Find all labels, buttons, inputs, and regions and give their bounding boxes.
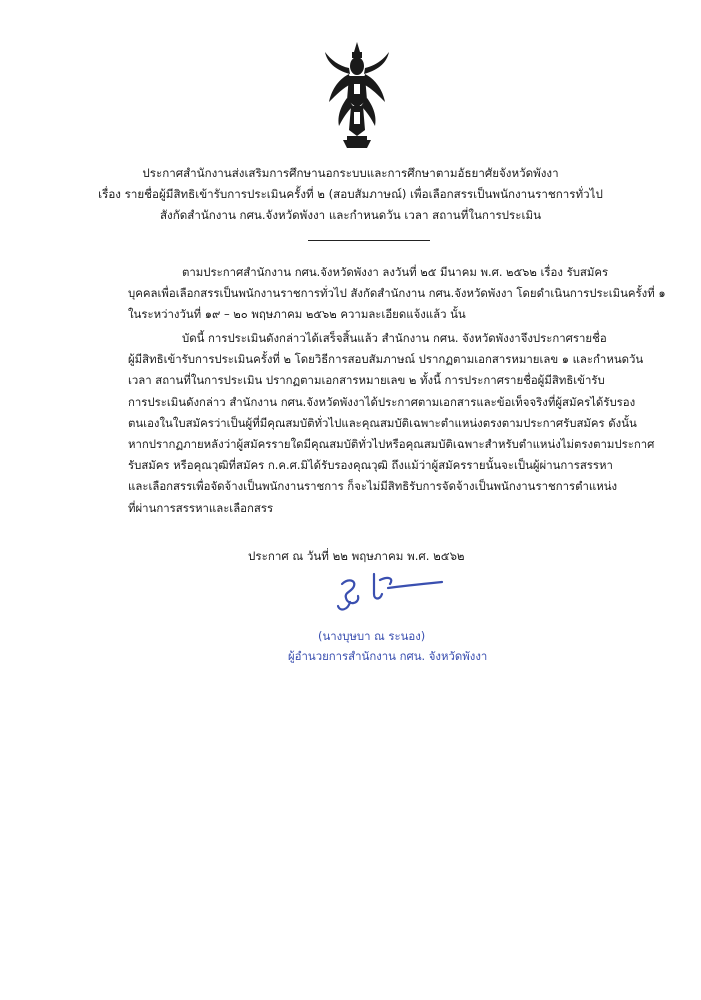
announcement-date: ประกาศ ณ วันที่ ๒๒ พฤษภาคม พ.ศ. ๒๕๖๒ <box>248 549 465 563</box>
heading-line-2: เรื่อง รายชื่อผู้มีสิทธิเข้ารับการประเมินครั้งที่ ๒ (สอบสัมภาษณ์) เพื่อเลือกสรรเป็นพนักงานราชการทั่วไป <box>98 187 603 201</box>
paragraph-2-line-4: การประเมินดังกล่าว สำนักงาน กศน.จังหวัดพังงาได้ประกาศตามเอกสารและข้อเท็จจริงที่ผู้สมัครได้รับรอง <box>128 394 636 409</box>
heading-line-3: สังกัดสำนักงาน กศน.จังหวัดพังงา และกำหนดวัน เวลา สถานที่ในการประเมิน <box>159 208 542 222</box>
heading-divider <box>308 240 430 241</box>
paragraph-2-line-7: รับสมัคร หรือคุณวุฒิที่สมัคร ก.ค.ศ.มิได้รับรองคุณวุฒิ ถึงแม้ว่าผู้สมัครรายนั้นจะเป็นผู้ผ่านการสรรหา <box>128 458 613 473</box>
heading-line-1: ประกาศสำนักงานส่งเสริมการศึกษานอกระบบและการศึกษาตามอัธยาศัยจังหวัดพังงา <box>142 166 559 180</box>
document-heading <box>60 163 641 226</box>
paragraph-2 <box>128 328 655 519</box>
paragraph-2-line-6: หากปรากฏภายหลังว่าผู้สมัครรายใดมีคุณสมบัติทั่วไปหรือคุณสมบัติเฉพาะสำหรับตำแหน่งไม่ตรงตามประกาศ <box>128 437 655 452</box>
handwritten-signature <box>330 566 450 616</box>
paragraph-2-line-5: ตนเองในใบสมัครว่าเป็นผู้ที่มีคุณสมบัติทั่วไปและคุณสมบัติเฉพาะตำแหน่งตรงตามประกาศรับสมัคร ดังนั้น <box>128 415 637 430</box>
signer-title: ผู้อำนวยการสำนักงาน กศน. จังหวัดพังงา <box>288 649 488 663</box>
garuda-emblem-icon <box>325 40 389 150</box>
paragraph-2-line-3: เวลา สถานที่ในการประเมิน ปรากฏตามเอกสารหมายเลข ๒ ทั้งนี้ การประกาศรายชื่อผู้มีสิทธิเข้ารับ <box>128 373 605 388</box>
paragraph-1 <box>128 262 666 326</box>
paragraph-2-line-2: ผู้มีสิทธิเข้ารับการประเมินครั้งที่ ๒ โดยวิธีการสอบสัมภาษณ์ ปรากฏตามเอกสารหมายเลข ๑ และกำหนดวัน <box>128 352 644 367</box>
paragraph-1-line-2: บุคคลเพื่อเลือกสรรเป็นพนักงานราชการทั่วไป สังกัดสำนักงาน กศน.จังหวัดพังงา โดยดำเนินการประเมินครั้งที่ ๑ <box>128 286 666 301</box>
signer-name: (นางบุษบา ณ ระนอง) <box>318 629 426 643</box>
paragraph-1-line-3: ในระหว่างวันที่ ๑๙ – ๒๐ พฤษภาคม ๒๕๖๒ ความละเอียดแจ้งแล้ว นั้น <box>128 307 466 322</box>
paragraph-2-line-1: บัดนี้ การประเมินดังกล่าวได้เสร็จสิ้นแล้ว สำนักงาน กศน. จังหวัดพังงาจึงประกาศรายชื่อ <box>182 331 607 345</box>
paragraph-2-line-8: และเลือกสรรเพื่อจัดจ้างเป็นพนักงานราชการ ก็จะไม่มีสิทธิรับการจัดจ้างเป็นพนักงานราชการตำแหน่ง <box>128 479 618 494</box>
paragraph-2-line-9: ที่ผ่านการสรรหาและเลือกสรร <box>128 500 274 515</box>
paragraph-1-line-1: ตามประกาศสำนักงาน กศน.จังหวัดพังงา ลงวันที่ ๒๕ มีนาคม พ.ศ. ๒๕๖๒ เรื่อง รับสมัคร <box>182 265 609 279</box>
